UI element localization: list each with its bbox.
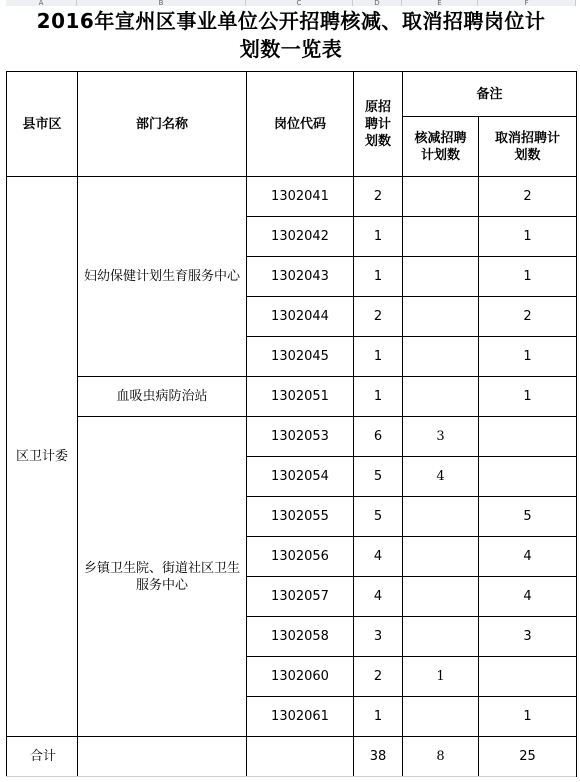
- original-plan-cell[interactable]: 2: [354, 657, 403, 697]
- header-original-plan[interactable]: 原招聘计划数: [354, 72, 403, 177]
- post-code-cell[interactable]: 1302054: [247, 457, 354, 497]
- post-code-cell[interactable]: 1302053: [247, 417, 354, 457]
- original-plan-cell[interactable]: 6: [354, 417, 403, 457]
- reduced-plan-cell[interactable]: [403, 297, 479, 337]
- original-plan-cell[interactable]: 2: [354, 297, 403, 337]
- cancelled-plan-cell[interactable]: 1: [479, 697, 577, 737]
- reduced-plan-cell[interactable]: [403, 617, 479, 657]
- post-code-cell[interactable]: 1302057: [247, 577, 354, 617]
- cancelled-plan-cell[interactable]: [479, 457, 577, 497]
- post-code-cell[interactable]: 1302041: [247, 177, 354, 217]
- total-post-code-cell[interactable]: [247, 737, 354, 777]
- post-code-cell[interactable]: 1302055: [247, 497, 354, 537]
- cancelled-plan-cell[interactable]: 5: [479, 497, 577, 537]
- reduced-plan-cell[interactable]: [403, 497, 479, 537]
- table-row: [7, 417, 577, 457]
- post-code-cell[interactable]: 1302061: [247, 697, 354, 737]
- reduced-plan-cell[interactable]: 4: [403, 457, 479, 497]
- reduced-plan-cell[interactable]: [403, 577, 479, 617]
- header-remarks[interactable]: 备注: [403, 72, 577, 117]
- cancelled-plan-cell[interactable]: 1: [479, 337, 577, 377]
- sheet-gridline: [6, 776, 576, 777]
- reduced-plan-cell[interactable]: [403, 377, 479, 417]
- reduced-plan-cell[interactable]: [403, 217, 479, 257]
- post-code-cell[interactable]: 1302043: [247, 257, 354, 297]
- original-plan-cell[interactable]: 1: [354, 217, 403, 257]
- column-letter-d[interactable]: D: [353, 0, 402, 6]
- column-letter-b[interactable]: B: [77, 0, 246, 6]
- title-line-2: 划数一览表: [239, 37, 343, 61]
- header-cancelled-plan[interactable]: 取消招聘计划数: [479, 117, 577, 177]
- total-reduced-cell[interactable]: 8: [403, 737, 479, 777]
- cancelled-plan-cell[interactable]: 2: [479, 177, 577, 217]
- cancelled-plan-cell[interactable]: [479, 657, 577, 697]
- column-letter-f[interactable]: F: [478, 0, 576, 6]
- original-plan-cell[interactable]: 2: [354, 177, 403, 217]
- total-cancelled-cell[interactable]: 25: [479, 737, 577, 777]
- reduced-plan-cell[interactable]: 3: [403, 417, 479, 457]
- reduced-plan-cell[interactable]: 1: [403, 657, 479, 697]
- recruitment-table: [6, 71, 577, 777]
- cancelled-plan-cell[interactable]: 1: [479, 377, 577, 417]
- post-code-cell[interactable]: 1302051: [247, 377, 354, 417]
- reduced-plan-cell[interactable]: [403, 257, 479, 297]
- original-plan-cell[interactable]: 1: [354, 337, 403, 377]
- post-code-cell[interactable]: 1302060: [247, 657, 354, 697]
- cancelled-plan-cell[interactable]: 4: [479, 537, 577, 577]
- post-code-cell[interactable]: 1302056: [247, 537, 354, 577]
- cancelled-plan-cell[interactable]: 1: [479, 217, 577, 257]
- original-plan-cell[interactable]: 4: [354, 577, 403, 617]
- original-plan-cell[interactable]: 1: [354, 697, 403, 737]
- post-code-cell[interactable]: 1302045: [247, 337, 354, 377]
- original-plan-cell[interactable]: 5: [354, 457, 403, 497]
- post-code-cell[interactable]: 1302042: [247, 217, 354, 257]
- department-cell[interactable]: 血吸虫病防治站: [78, 377, 247, 417]
- total-department-cell[interactable]: [78, 737, 247, 777]
- header-county[interactable]: 县市区: [7, 72, 78, 177]
- header-reduced-plan[interactable]: 核减招聘计划数: [403, 117, 479, 177]
- original-plan-cell[interactable]: 5: [354, 497, 403, 537]
- cancelled-plan-cell[interactable]: 1: [479, 257, 577, 297]
- reduced-plan-cell[interactable]: [403, 537, 479, 577]
- column-letter-e[interactable]: E: [402, 0, 478, 6]
- reduced-plan-cell[interactable]: [403, 697, 479, 737]
- total-row: [7, 737, 577, 777]
- table-row: [7, 177, 577, 217]
- original-plan-cell[interactable]: 1: [354, 377, 403, 417]
- total-original-cell[interactable]: 38: [354, 737, 403, 777]
- post-code-cell[interactable]: 1302044: [247, 297, 354, 337]
- reduced-plan-cell[interactable]: [403, 337, 479, 377]
- department-cell[interactable]: 乡镇卫生院、街道社区卫生服务中心: [78, 417, 247, 737]
- cancelled-plan-cell[interactable]: 4: [479, 577, 577, 617]
- cancelled-plan-cell[interactable]: [479, 417, 577, 457]
- table-row: [7, 377, 577, 417]
- county-cell[interactable]: 区卫计委: [7, 177, 78, 737]
- column-letter-c[interactable]: C: [246, 0, 353, 6]
- column-letter-a[interactable]: A: [6, 0, 77, 6]
- title-line-1: 2016年宣州区事业单位公开招聘核减、取消招聘岗位计: [36, 9, 546, 33]
- header-row-1: [7, 72, 577, 117]
- header-post-code[interactable]: 岗位代码: [247, 72, 354, 177]
- post-code-cell[interactable]: 1302058: [247, 617, 354, 657]
- total-label-cell[interactable]: 合计: [7, 737, 78, 777]
- document-title: [6, 7, 576, 70]
- cancelled-plan-cell[interactable]: 2: [479, 297, 577, 337]
- department-cell[interactable]: 妇幼保健计划生育服务中心: [78, 177, 247, 377]
- header-department[interactable]: 部门名称: [78, 72, 247, 177]
- original-plan-cell[interactable]: 3: [354, 617, 403, 657]
- original-plan-cell[interactable]: 1: [354, 257, 403, 297]
- reduced-plan-cell[interactable]: [403, 177, 479, 217]
- original-plan-cell[interactable]: 4: [354, 537, 403, 577]
- cancelled-plan-cell[interactable]: 3: [479, 617, 577, 657]
